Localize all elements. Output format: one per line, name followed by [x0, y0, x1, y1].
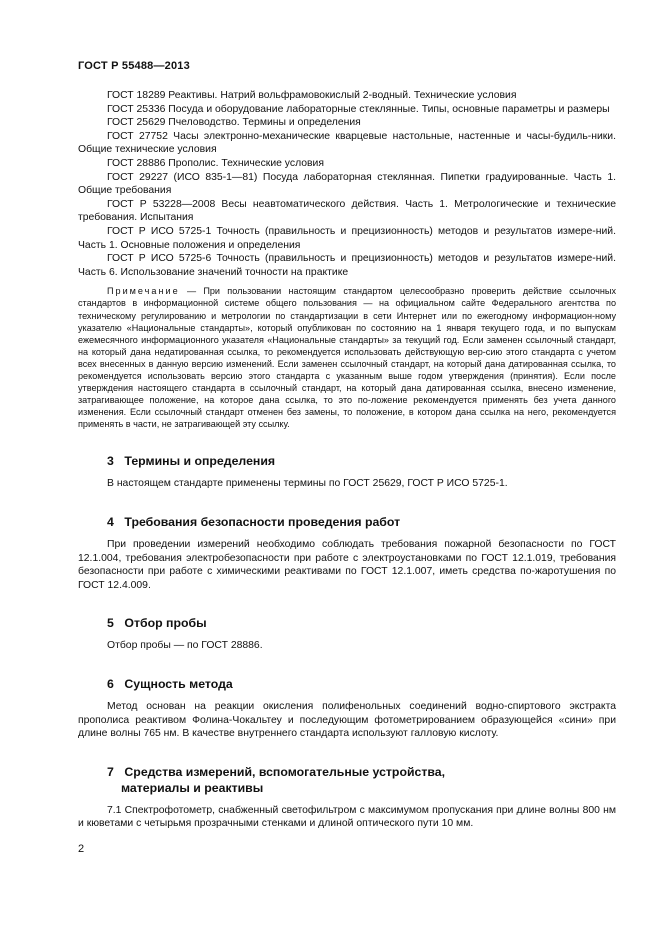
- note-text: — При пользовании настоящим стандартом целесообразно проверить действие ссылочных стандартов в информационной системе общего пользования — на официальном сайте Федерального агентства по техническому регулированию и метрологии по стандартизации в сети Интернет или по ежегодному информацион-ному указателю «Национальные стандарты», который опубликован по состоянию на 1 января текущего года, и по выпускам ежемесячного информационного указателя «Национальные стандарты» за текущий год. Если заменен ссылочный стандарт, на который дана недатированная ссылка, то рекомендуется использовать действующую вер-сию этого стандарта с учетом всех внесенных в данную версию изменений. Если заменен ссылочный стандарт, на который дана датированная ссылка, то рекомендуется использовать версию этого стандарта с указанным выше годом утверждения (принятия). Если после утверждения настоящего стандарта в ссылочный стандарт, на который дана датированная ссылка, внесено изменение, затрагивающее положение, на которое дана ссылка, то это по-ложение рекомендуется применять без учета данного изменения. Если ссылочный стандарт отменен без замены, то положение, в котором дана ссылка на него, рекомендуется применять в части, не затрагивающей эту ссылку.: [78, 286, 616, 430]
- section-title-line-2: материалы и реактивы: [121, 780, 264, 795]
- section-number: 6: [107, 677, 114, 691]
- section-heading: [107, 676, 616, 692]
- section-3: [78, 453, 616, 491]
- reference-item: ГОСТ 27752 Часы электронно-механические кварцевые настольные, настенные и часы-будиль-ники. Общие технические условия: [78, 130, 616, 156]
- document-body: [78, 89, 616, 831]
- reference-item: ГОСТ Р ИСО 5725-1 Точность (правильность и прецизионность) методов и результатов измере-ний. Часть 1. Основные положения и определения: [78, 225, 616, 251]
- section-4: [78, 514, 616, 592]
- section-number: 7: [107, 764, 114, 779]
- reference-item: ГОСТ 25336 Посуда и оборудование лабораторные стеклянные. Типы, основные параметры и размеры: [107, 103, 610, 115]
- reference-item: ГОСТ 28886 Прополис. Технические условия: [107, 157, 324, 169]
- section-title: Термины и определения: [124, 454, 276, 469]
- section-heading: [107, 615, 616, 631]
- section-text: Отбор пробы — по ГОСТ 28886.: [107, 640, 263, 652]
- section-number: 5: [107, 616, 114, 631]
- page-number: 2: [78, 843, 85, 855]
- reference-item: ГОСТ Р ИСО 5725-6 Точность (правильность и прецизионность) методов и результатов измере-ний. Часть 6. Использование значений точности на практике: [78, 253, 616, 278]
- note-label: Примечание: [107, 286, 180, 297]
- section-6: [78, 676, 616, 741]
- note-paragraph: [78, 285, 616, 430]
- reference-item: ГОСТ 18289 Реактивы. Натрий вольфрамовокислый 2-водный. Технические условия: [107, 90, 517, 101]
- section-heading: [107, 764, 616, 796]
- section-text: 7.1 Спектрофотометр, снабженный светофильтром с максимумом пропускания при длине волны 800 нм и кюветами с четырьмя прозрачными стенками и длиной оптического пути 10 мм.: [78, 804, 616, 830]
- section-text: При проведении измерений необходимо соблюдать требования пожарной безопасности по ГОСТ 12.1.004, требования электробезопасности при работе с электроустановками по ГОСТ 12.1.019, требования безопасности при работе с химическими реактивами по ГОСТ 12.1.007, иметь средства по-жаротушения по ГОСТ 12.4.009.: [78, 539, 616, 591]
- section-heading: [107, 453, 616, 469]
- section-number: 4: [107, 515, 114, 530]
- references-list: [78, 89, 616, 279]
- reference-item: ГОСТ Р 53228—2008 Весы неавтоматического действия. Часть 1. Метрологические и технические требования. Испытания: [78, 198, 616, 224]
- section-title: Требования безопасности проведения работ: [124, 515, 401, 530]
- reference-item: ГОСТ 25629 Пчеловодство. Термины и определения: [107, 117, 361, 129]
- section-5: [78, 615, 616, 653]
- section-text: В настоящем стандарте применены термины по ГОСТ 25629, ГОСТ Р ИСО 5725-1.: [107, 478, 508, 490]
- section-text: Метод основан на реакции окисления полифенольных соединений водно-спиртового экстракта прополиса реактивом Фолина-Чокальтеу и последующим фотометрированием образующейся «сини» при длине волны 765 нм. В качестве внутреннего стандарта используют галловую кислоту.: [78, 701, 616, 740]
- section-7: [78, 764, 616, 831]
- section-title: Отбор пробы: [124, 616, 207, 631]
- document-header: ГОСТ Р 55488—2013: [78, 60, 190, 72]
- section-heading: [107, 514, 616, 530]
- section-number: 3: [107, 454, 114, 469]
- section-title-line-1: Средства измерений, вспомогательные устройства,: [124, 764, 446, 779]
- reference-item: ГОСТ 29227 (ИСО 835-1—81) Посуда лабораторная стеклянная. Пипетки градуированные. Часть 1. Общие требования: [78, 171, 616, 197]
- section-title: Сущность метода: [124, 677, 233, 691]
